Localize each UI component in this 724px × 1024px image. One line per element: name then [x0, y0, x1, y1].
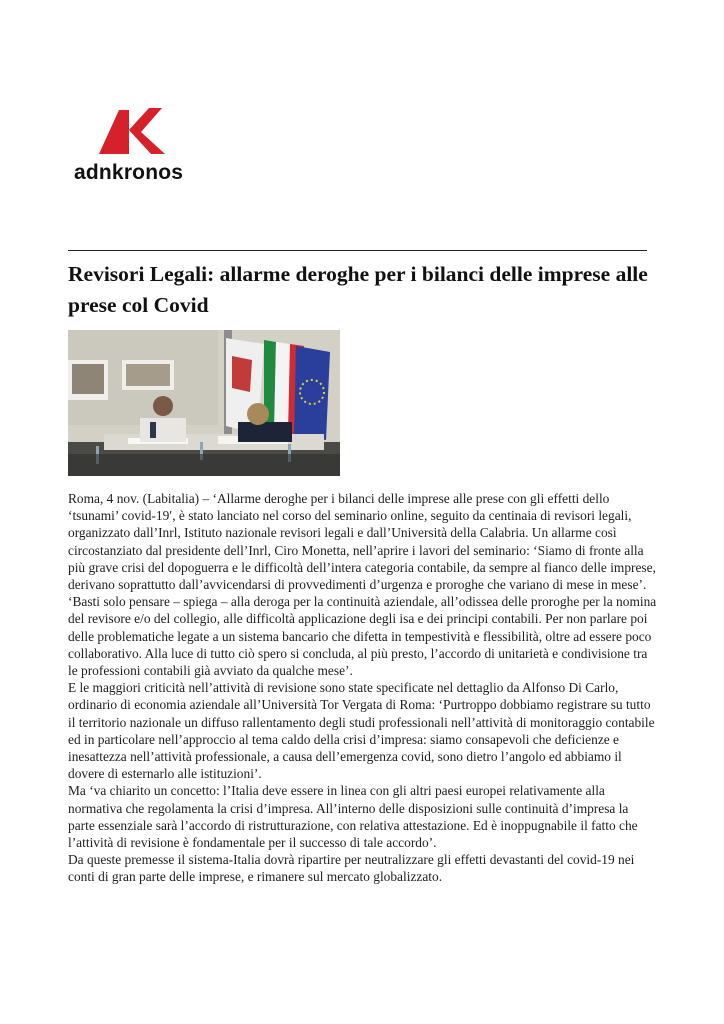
article-body	[68, 490, 658, 886]
title-divider	[68, 250, 647, 251]
article-paragraph: Roma, 4 nov. (Labitalia) – ‘Allarme deroghe per i bilanci delle imprese alle prese con gli effetti dello ‘tsunami’ covid-19′, è stato lanciato nel corso del seminario online, seguito da centinaia di revisori legali, organizzato dall’Inrl, Istituto nazionale revisori legali e dall’Università della Calabria. Un allarme così circostanziato dal presidente dell’Inrl, Ciro Monetta, nell’aprire i lavori del seminario: ‘Siamo di fronte alla più grave crisi del dopoguerra e le difficoltà dell’intera categoria contabile, da sempre al fianco delle imprese, derivano soprattutto dall’avvicendarsi di provvedimenti d’urgenza e proroghe che variano di mese in mese’.	[68, 491, 656, 593]
article-paragraph: E le maggiori criticità nell’attività di revisione sono state specificate nel dettaglio da Alfonso Di Carlo, ordinario di economia aziendale all’Università Tor Vergata di Roma: ‘Purtroppo dobbiamo registrare su tutto il territorio nazionale un diffuso rallentamento degli studi professionali nell’attività di monitoraggio contabile ed in particolare nell’approccio al tema caldo della crisi d’impresa: siamo consapevoli che deficienze e inesattezza nell’attività professionale, a causa dell’emergenza covid, sono dietro l’angolo ed abbiamo il dovere di esternarlo alle istituzioni’.	[68, 680, 655, 782]
article-paragraph: Ma ‘va chiarito un concetto: l’Italia deve essere in linea con gli altri paesi europei relativamente alla normativa che regolamenta la crisi d’impresa. All’interno delle disposizioni sulle continuità d’impresa la parte essenziale sarà l’accordo di ristrutturazione, con relativa attestazione. Ed è inoppugnabile il fatto che l’attività di revisione è fondamentale per il successo di tale accordo’.	[68, 783, 638, 851]
logo-k-right-stroke	[129, 108, 165, 154]
article-paragraph: Da queste premesse il sistema-Italia dovrà ripartire per neutralizzare gli effetti devastanti del covid-19 nei conti di gran parte delle imprese, e rimanere sul mercato globalizzato.	[68, 852, 635, 885]
article-photo	[68, 330, 340, 476]
logo-wordmark: adnkronos	[74, 161, 184, 184]
article-paragraph: ‘Basti solo pensare – spiega – alla deroga per la continuità aziendale, all’odissea delle proroghe per la nomina del revisore e/o del collegio, alle difficoltà applicazione degli isa e dei principi contabili. Per non parlare poi delle problematiche legate a un sistema bancario che difetta in tempestività e flessibilità, oltre ad essere poco collaborativo. Alla luce di tutto ciò spero si concluda, al più presto, l’accordo di unitarietà e condivisione tra le professioni contabili già avviato da qualche mese’.	[68, 594, 657, 679]
adnkronos-k-icon	[99, 108, 167, 154]
adnkronos-logo	[74, 108, 194, 188]
article-title: Revisori Legali: allarme deroghe per i bilanci delle imprese alle prese col Covid	[68, 262, 648, 317]
logo-k-left-stroke	[99, 110, 129, 154]
